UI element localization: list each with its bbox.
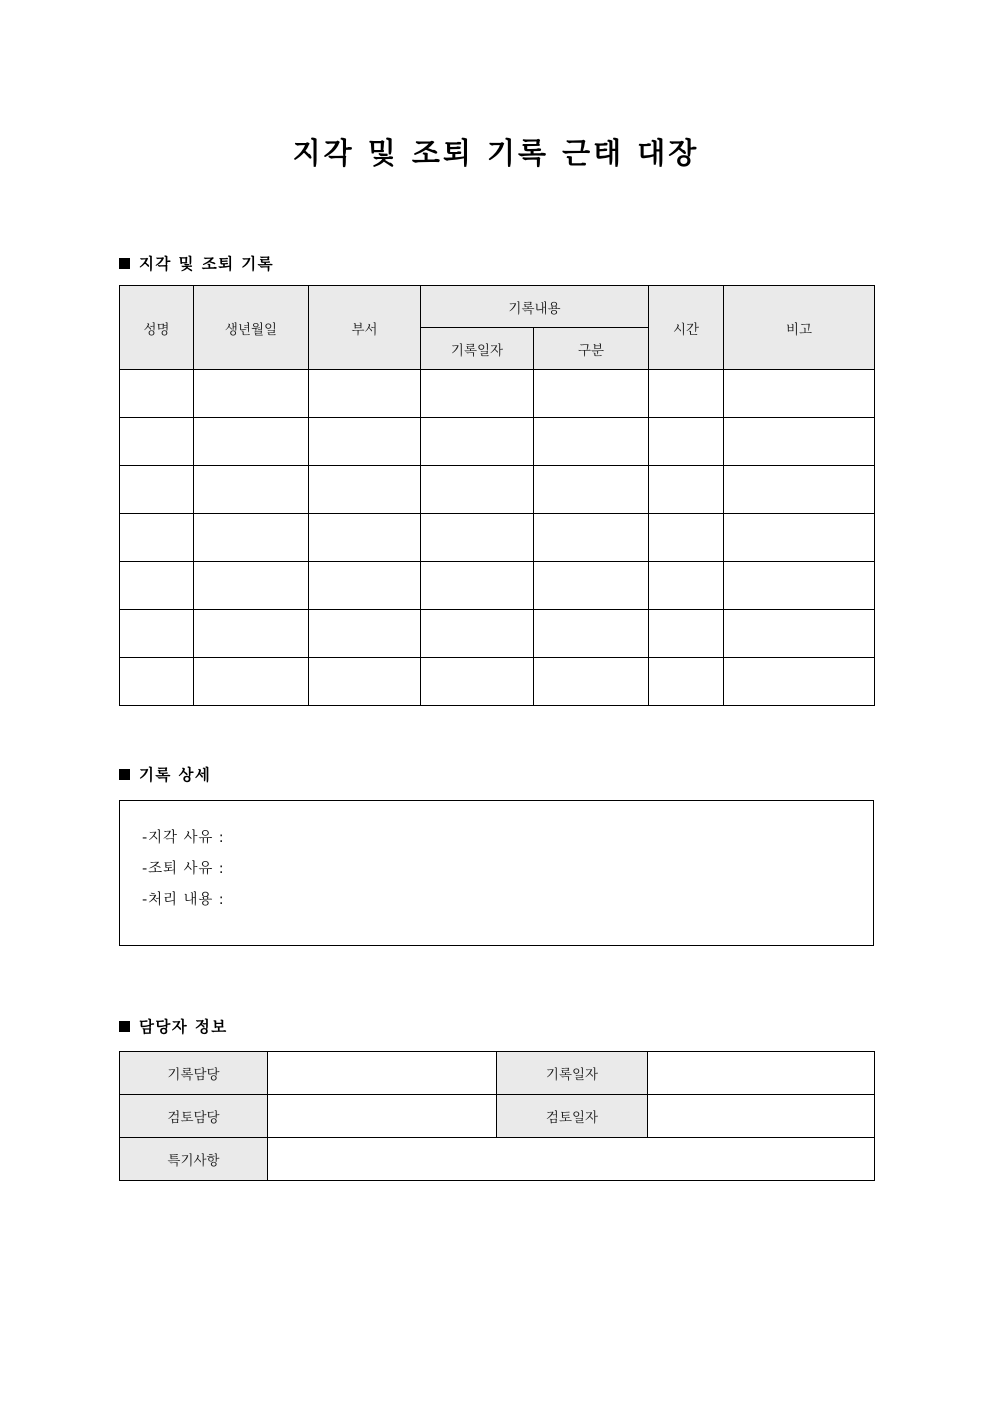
record-cell-time[interactable] [649,562,724,610]
record-cell-time[interactable] [649,514,724,562]
officer-value-left[interactable] [268,1095,497,1138]
record-cell-name[interactable] [120,370,194,418]
officer-value-left[interactable] [268,1052,497,1095]
record-cell-remarks[interactable] [724,466,875,514]
record-cell-name[interactable] [120,610,194,658]
table-row [120,466,875,514]
record-cell-department[interactable] [309,610,421,658]
record-cell-time[interactable] [649,418,724,466]
record-cell-category[interactable] [534,658,649,706]
table-row [120,370,875,418]
records-header-row-1 [120,286,875,328]
record-cell-department[interactable] [309,514,421,562]
record-cell-category[interactable] [534,562,649,610]
section-heading-details [119,763,211,785]
officer-label-left: 기록담당 [120,1052,268,1095]
record-cell-birthdate[interactable] [194,610,309,658]
record-cell-remarks[interactable] [724,418,875,466]
officer-value-notes[interactable] [268,1138,875,1181]
officer-label-right: 검토일자 [497,1095,648,1138]
square-bullet-icon [119,258,130,269]
section-heading-details-label: 기록 상세 [139,766,212,784]
record-cell-birthdate[interactable] [194,370,309,418]
table-row [120,658,875,706]
detail-item: -지각 사유 : [142,830,225,846]
record-cell-category[interactable] [534,418,649,466]
column-header-record-date: 기록일자 [421,328,534,370]
detail-item: -조퇴 사유 : [142,861,225,877]
page-title: 지각 및 조퇴 기록 근태 대장 [292,136,700,170]
record-cell-name[interactable] [120,658,194,706]
record-cell-record-date[interactable] [421,658,534,706]
column-header-birthdate: 생년월일 [194,286,309,370]
table-row [120,1052,875,1095]
officer-label-notes: 특기사항 [120,1138,268,1181]
record-cell-birthdate[interactable] [194,562,309,610]
record-cell-category[interactable] [534,370,649,418]
record-cell-record-date[interactable] [421,562,534,610]
record-cell-time[interactable] [649,658,724,706]
section-heading-officer [119,1015,228,1037]
record-cell-name[interactable] [120,466,194,514]
table-row [120,514,875,562]
record-cell-time[interactable] [649,466,724,514]
officer-label-right: 기록일자 [497,1052,648,1095]
record-details-list [120,801,873,916]
record-cell-category[interactable] [534,514,649,562]
record-cell-department[interactable] [309,658,421,706]
record-cell-record-date[interactable] [421,418,534,466]
officer-label-left: 검토담당 [120,1095,268,1138]
record-cell-remarks[interactable] [724,370,875,418]
column-header-remarks: 비고 [724,286,875,370]
table-row [120,1138,875,1181]
table-row [120,1095,875,1138]
record-cell-remarks[interactable] [724,562,875,610]
record-cell-record-date[interactable] [421,370,534,418]
record-cell-department[interactable] [309,418,421,466]
record-cell-remarks[interactable] [724,610,875,658]
record-cell-name[interactable] [120,562,194,610]
record-cell-category[interactable] [534,610,649,658]
column-header-category: 구분 [534,328,649,370]
record-details-box[interactable] [119,800,874,946]
record-cell-time[interactable] [649,610,724,658]
column-header-time: 시간 [649,286,724,370]
officer-info-table [119,1051,875,1181]
officer-value-right[interactable] [648,1095,875,1138]
record-cell-department[interactable] [309,370,421,418]
column-header-record-content: 기록내용 [421,286,649,328]
record-cell-birthdate[interactable] [194,658,309,706]
record-cell-record-date[interactable] [421,466,534,514]
table-row [120,562,875,610]
records-table-body [120,370,875,706]
square-bullet-icon [119,1021,130,1032]
record-cell-birthdate[interactable] [194,514,309,562]
column-header-department: 부서 [309,286,421,370]
officer-table-body [120,1052,875,1181]
record-cell-name[interactable] [120,418,194,466]
record-cell-birthdate[interactable] [194,418,309,466]
records-table-head [120,286,875,370]
officer-value-right[interactable] [648,1052,875,1095]
table-row [120,418,875,466]
attendance-records-table [119,285,875,706]
section-heading-records [119,252,274,274]
record-cell-remarks[interactable] [724,658,875,706]
record-cell-record-date[interactable] [421,514,534,562]
record-cell-department[interactable] [309,466,421,514]
record-cell-category[interactable] [534,466,649,514]
record-cell-name[interactable] [120,514,194,562]
record-cell-time[interactable] [649,370,724,418]
record-cell-record-date[interactable] [421,610,534,658]
section-heading-officer-label: 담당자 정보 [139,1018,228,1036]
record-cell-department[interactable] [309,562,421,610]
column-header-name: 성명 [120,286,194,370]
record-cell-birthdate[interactable] [194,466,309,514]
square-bullet-icon [119,769,130,780]
record-cell-remarks[interactable] [724,514,875,562]
detail-item: -처리 내용 : [142,892,225,908]
section-heading-records-label: 지각 및 조퇴 기록 [139,255,275,273]
table-row [120,610,875,658]
